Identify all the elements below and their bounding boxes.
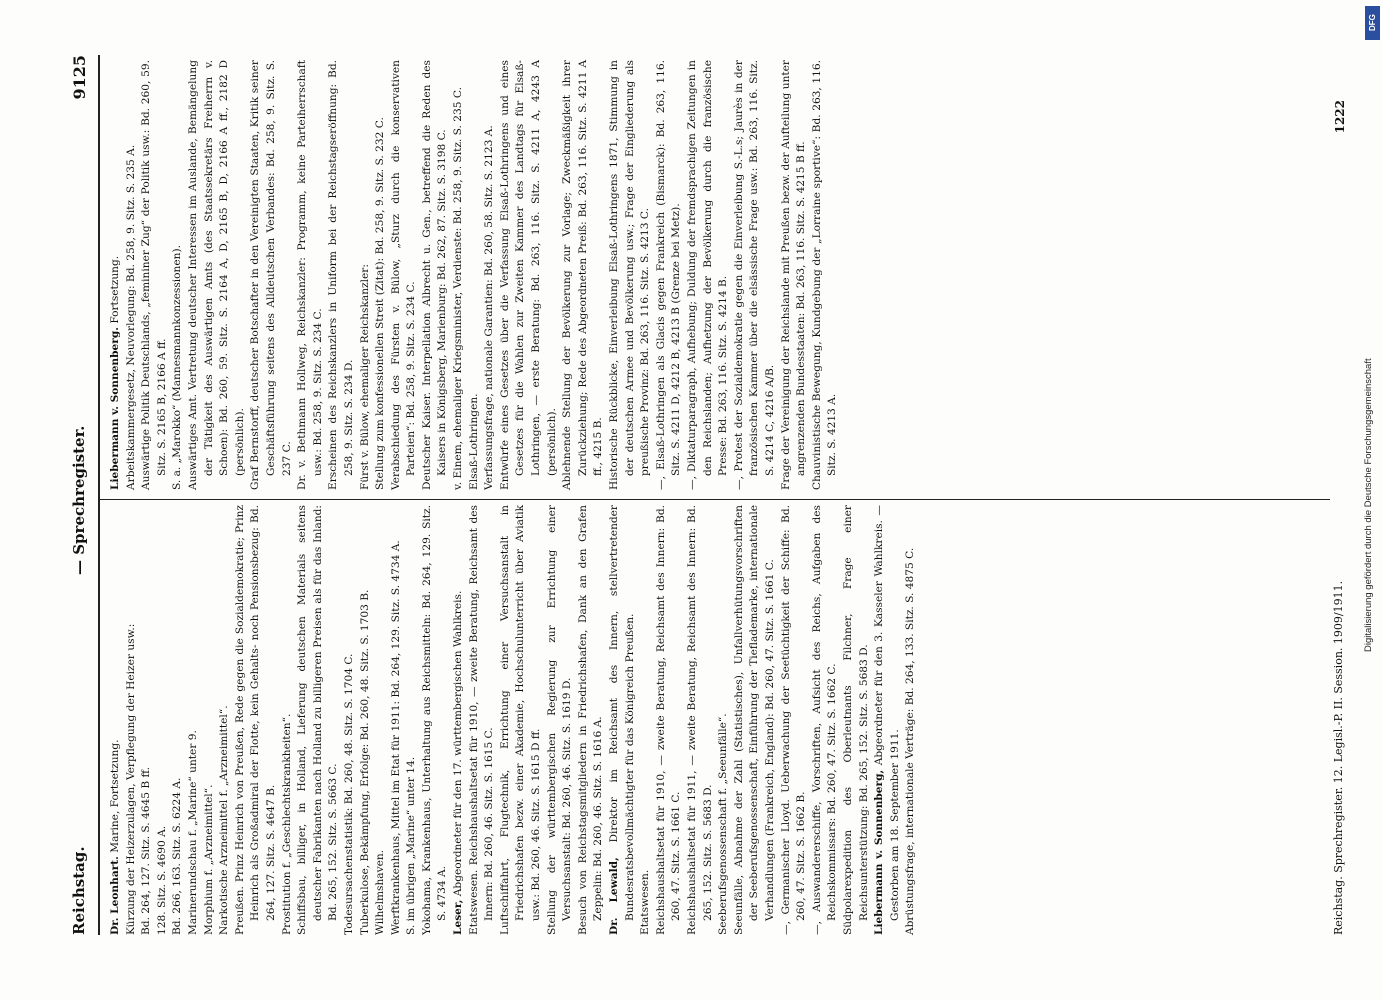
entry-text: Frage der Vereinigung der Reichslande mit Preußen bezw. der Aufteilung unter angrenzenden Bundesstaaten: Bd. 263, 116. Sitz. S. 4215 B ff. bbox=[779, 60, 808, 490]
register-entry bbox=[779, 505, 810, 935]
register-entry bbox=[872, 505, 903, 935]
entry-text: Direktor im Reichsamt des Innern, stellvertretender Bundesratsbevollmächtigter für das Königreich Preußen. bbox=[608, 504, 636, 921]
entry-text: Preußen. Prinz Heinrich von Preußen, Rede gegen die Sozialdemokratie; Prinz Heinrich als Großadmiral der Flotte, kein Gehalts- noch Pensionsbezug: Bd. 264, 127. Sitz. S. 4647 B. bbox=[233, 505, 277, 935]
register-entry bbox=[451, 505, 467, 935]
entry-text: Deutscher Kaiser. Interpellation Albrecht u. Gen., betreffend die Reden des Kaisers in Königsberg, Marienburg: Bd. 262, 87. Sitz. S. 3198 C. bbox=[420, 60, 449, 490]
register-entry bbox=[170, 505, 186, 935]
register-entry bbox=[498, 505, 545, 935]
entry-text: Seeunfälle, Abnahme der Zahl (Statistisches), Unfallverhütungsvorschriften der Seeberufsgenossenschaft, Einführung der Tieflademarke, internationale Verhandlungen (Frankreich, England): Bd. 260, 47. Sitz. S. 1661 C. bbox=[732, 505, 776, 935]
speaker-name: Liebermann v. Sonnenberg, bbox=[873, 769, 886, 935]
register-entry bbox=[139, 60, 170, 490]
entry-text: v. Einem, ehemaliger Kriegsminister, Verdienste: Bd. 258, 9. Sitz. S. 235 C. bbox=[452, 87, 465, 490]
entry-text: Narkotische Arzneimittel f. „Arzneimittel“. bbox=[218, 705, 231, 935]
register-entry bbox=[108, 505, 124, 935]
entry-text: Erscheinen des Reichskanzlers in Uniform bei der Reichstagseröffnung: Bd. 258, 9. Sitz. S. 234 D. bbox=[327, 60, 355, 490]
entry-text: Besuch von Reichstagsmitgliedern in Friedrichshafen, Dank an den Grafen Zeppelin: Bd. 260, 46. Sitz. S. 1616 A. bbox=[576, 505, 605, 935]
entry-text: 128. Sitz. S. 4690 A. bbox=[155, 825, 168, 935]
register-entry bbox=[124, 505, 140, 935]
register-entry bbox=[576, 505, 607, 935]
register-entry bbox=[358, 505, 374, 935]
entry-text: Etatswesen. Reichshaushaltsetat für 1910, — zweite Beratung, Reichsamt des Innern: Bd. 260, 46. Sitz. S. 1615 C. bbox=[467, 505, 496, 935]
entry-text: Auswärtige Politik Deutschlands, „femininer Zug“ der Politik usw.: Bd. 260, 59. Sitz. S. 2165 B, 2166 A ff. bbox=[140, 60, 168, 490]
entry-text: Wilhelmshaven. bbox=[374, 849, 387, 935]
entry-text: —, Protest der Sozialdemokratie gegen die Einverleibung S.-L.s; Jaurès in der französischen Kammer über die elsässische Frage usw.: Bd. 263, 116. Sitz. S. 4214 C, 4216 A/B. bbox=[732, 60, 776, 490]
register-entry bbox=[186, 60, 248, 490]
register-entry bbox=[420, 60, 451, 490]
left-column bbox=[108, 505, 919, 935]
running-header bbox=[70, 55, 100, 935]
register-entry bbox=[280, 505, 296, 935]
entry-text: Chauvinistische Bewegung, Kundgebung der „Lorraine sportive“: Bd. 263, 116. Sitz. S. 4213 A. bbox=[810, 60, 839, 490]
entry-text: Marine, Fortsetzung. bbox=[109, 739, 121, 853]
digitization-stamp bbox=[1362, 0, 1383, 1000]
entry-text: Bd. 264, 127. Sitz. S. 4645 B ff. bbox=[140, 766, 153, 935]
register-entry bbox=[685, 505, 716, 935]
register-entry bbox=[217, 505, 233, 935]
register-entry bbox=[233, 505, 280, 935]
entry-text: Verabschiedung des Fürsten v. Bülow, „Sturz durch die konservativen Parteien“: Bd. 258, 9. Sitz. S. 234 C. bbox=[389, 60, 418, 490]
speaker-name: Leser, bbox=[452, 899, 465, 935]
register-entry bbox=[560, 60, 607, 490]
register-entry bbox=[139, 505, 155, 935]
entry-text: Historische Rückblicke, Einverleibung Elsaß-Lothringens 1871, Stimmung in der deutschen Armee und Bevölkerung usw.; Frage der Eingliederung als preußische Provinz: Bd. 263, 116. Sitz. S. 4213 C. bbox=[608, 60, 652, 490]
entry-text: Seeberufsgenossenschaft f. „Seeunfälle“. bbox=[717, 713, 730, 935]
register-entry bbox=[654, 505, 685, 935]
entry-text: —, Germanischer Lloyd. Ueberwachung der Seetüchtigkeit der Schiffe: Bd. 260, 47. Sitz. S. 1662 B. bbox=[779, 505, 808, 935]
entry-text: Südpolarexpedition des Oberleutnants Filchner, Frage einer Reichsunterstützung: Bd. 265, 152. Sitz. S. 5683 D. bbox=[841, 505, 870, 935]
entry-text: —, Elsaß-Lothringen als Glacis gegen Frankreich (Bismarck): Bd. 263, 116. Sitz. S. 4211 D, 4212 B, 4213 B (Grenze bei Metz). bbox=[654, 60, 683, 490]
entry-text: Dr. v. Bethmann Hollweg, Reichskanzler: Programm, keine Parteiherrschaft usw.: Bd. 258, 9. Sitz. S. 234 C. bbox=[296, 60, 324, 490]
register-entry bbox=[295, 60, 326, 490]
register-entry bbox=[202, 505, 218, 935]
stamp-text: Digitalisierung gefördert durch die Deutsche Forschungsgemeinschaft bbox=[1363, 358, 1374, 652]
entry-text: Marinerundschau f. „Marine“ unter 9. bbox=[186, 730, 199, 935]
register-entry bbox=[810, 60, 841, 490]
speaker-name: Liebermann v. Sonnenberg. bbox=[109, 327, 121, 490]
entry-text: Todesursachenstatistik: Bd. 260, 48. Sitz. S. 1704 C. bbox=[342, 653, 355, 935]
register-entry bbox=[170, 60, 186, 490]
header-rule bbox=[98, 55, 100, 935]
register-entry bbox=[373, 505, 389, 935]
register-entry bbox=[467, 505, 498, 935]
rotated-register-page bbox=[20, 20, 1365, 975]
entry-text: Yokohama, Krankenhaus, Unterhaltung aus Reichsmitteln: Bd. 264, 129. Sitz. S. 4734 A. bbox=[420, 505, 449, 935]
entry-text: S. a. „Marokko“ (Mannesmannkonzessionen). bbox=[171, 245, 184, 490]
speaker-name: Dr. Leonhart. bbox=[109, 856, 121, 935]
register-entry bbox=[545, 505, 576, 935]
register-entry bbox=[732, 60, 779, 490]
entry-text: —, Auswandererschiffe, Vorschriften, Aufsicht des Reichs, Aufgaben des Reichskommissars: Bd. 260, 47. Sitz. S. 1662 C. bbox=[810, 505, 839, 935]
register-entry bbox=[685, 60, 732, 490]
register-entry bbox=[358, 60, 374, 490]
register-entry bbox=[607, 505, 638, 935]
register-entry bbox=[389, 60, 420, 490]
footer-number: 1222 bbox=[1333, 100, 1347, 134]
entry-text: Schiffsbau, billiger, in Holland, Lieferung deutschen Materials seitens deutscher Fabrikanten nach Holland zu billigeren Preisen als für das Inland: Bd. 265, 152. Sitz. S. 5663 C. bbox=[296, 505, 340, 935]
register-entry bbox=[326, 60, 357, 490]
dfg-logo: DFG bbox=[1365, 6, 1380, 40]
entry-text: Bd. 266, 163. Sitz. S. 6224 A. bbox=[171, 777, 184, 935]
register-entry bbox=[155, 505, 171, 935]
register-entry bbox=[420, 505, 451, 935]
entry-text: Fürst v. Bülow, ehemaliger Reichskanzler: bbox=[358, 264, 371, 490]
register-entry bbox=[638, 505, 654, 935]
entry-text: Verfassungsfrage, nationale Garantien: Bd. 260, 58. Sitz. S. 2123 A. bbox=[483, 125, 496, 490]
entry-text: Entwürfe eines Gesetzes über die Verfassung Elsaß-Lothringens und eines Gesetzes für die Wahlen zur Zweiten Kammer des Landtags für Elsaß-Lothringen, — erste Beratung: Bd. 263, 116. Sitz. S. 4211 A, 4243 A (persönlich). bbox=[498, 60, 558, 490]
entry-text: Werftkrankenhaus, Mittel im Etat für 1911: Bd. 264, 129. Sitz. S. 4734 A. bbox=[389, 540, 402, 935]
entry-text: Morphium f. „Arzneimittel“. bbox=[202, 784, 215, 935]
register-entry bbox=[482, 60, 498, 490]
register-entry bbox=[124, 60, 140, 490]
page-number: 9125 bbox=[70, 55, 89, 100]
entry-text: Elsaß-Lothringen. bbox=[467, 393, 480, 490]
register-entry bbox=[607, 60, 654, 490]
entry-text: Luftschiffahrt, Flugtechnik, Errichtung einer Versuchsanstalt in Friedrichshafen bezw. einer Akademie, Hochschulunterricht über Aviatik usw.: Bd. 260, 46. Sitz. S. 1615 D ff. bbox=[498, 505, 543, 935]
entry-text: Ablehnende Stellung der Bevölkerung zur Vorlage; Zweckmäßigkeit ihrer Zurückziehung; Rede des Abgeordneten Preiß: Bd. 263, 116. Sitz. S. 4211 A ff., 4215 B. bbox=[561, 60, 605, 490]
register-entry bbox=[186, 505, 202, 935]
entry-text: Reichshaushaltsetat für 1911, — zweite Beratung, Reichsamt des Innern: Bd. 265, 152. Sitz. S. 5683 D. bbox=[685, 505, 714, 935]
entry-text: Prostitution f. „Geschlechtskrankheiten“. bbox=[280, 713, 293, 935]
entry-text: Stellung der württembergischen Regierung zur Errichtung einer Versuchsanstalt: Bd. 260, 46. Sitz. S. 1619 D. bbox=[545, 505, 574, 935]
register-entry bbox=[342, 505, 358, 935]
footer-note: Reichstag. Sprechregister. 12. Legisl.-P. II. Session. 1909/1911. bbox=[1332, 580, 1345, 935]
register-entry bbox=[732, 505, 779, 935]
entry-text: Arbeitskammergesetz, Neuvorlegung: Bd. 258, 9. Sitz. S. 235 A. bbox=[124, 144, 137, 490]
register-entry bbox=[903, 505, 919, 935]
entry-text: S. im übrigen „Marine“ unter 14. bbox=[405, 756, 418, 935]
entry-text: Fortsetzung. bbox=[109, 255, 121, 324]
entry-text: Abgeordneter für den 3. Kasseler Wahlkreis. — Gestorben am 18. September 1911. bbox=[873, 505, 901, 921]
entry-text: Reichshaushaltsetat für 1910, — zweite Beratung, Reichsamt des Innern: Bd. 260, 47. Sitz. S. 1661 C. bbox=[654, 505, 683, 935]
entry-text: Kürzung der Heizerzulagen, Verpflegung der Heizer usw.: bbox=[124, 623, 137, 935]
entry-text: Auswärtiges Amt. Vertretung deutscher Interessen im Auslande, Bemängelung der Tätigkeit des Auswärtigen Amts (des Staatssekretärs Freiherrn v. Schoen): Bd. 260, 59. Sitz. S. 2164 A, D, 2165 B, D, 2166 A ff., 2182 D (persönlich). bbox=[186, 60, 246, 490]
header-title: — Sprechregister. bbox=[70, 425, 88, 575]
register-entry bbox=[716, 505, 732, 935]
entry-text: Stellung zum konfessionellen Streit (Zitat): Bd. 258, 9. Sitz. S. 232 C. bbox=[374, 117, 387, 490]
register-entry bbox=[467, 60, 483, 490]
register-entry bbox=[498, 60, 560, 490]
entry-text: Graf Bernstorff, deutscher Botschafter in den Vereinigten Staaten, Kritik seiner Geschäftsführung seitens des Alldeutschen Verbandes: Bd. 258, 9. Sitz. S. 237 C. bbox=[249, 60, 293, 490]
header-left: Reichstag. bbox=[70, 846, 88, 935]
register-entry bbox=[108, 60, 124, 490]
register-entry bbox=[248, 60, 295, 490]
entry-text: Abgeordneter für den 17. württembergischen Wahlkreis. bbox=[452, 590, 465, 897]
entry-text: Abrüstungsfrage, internationale Verträge: Bd. 264, 133. Sitz. S. 4875 C. bbox=[904, 547, 917, 935]
register-entry bbox=[841, 505, 872, 935]
register-entry bbox=[373, 60, 389, 490]
register-entry bbox=[295, 505, 342, 935]
register-entry bbox=[654, 60, 685, 490]
entry-text: —, Diktaturparagraph, Aufhebung; Duldung der fremdsprachigen Zeitungen in den Reichslanden; Aufhetzung der Bevölkerung durch die französische Presse: Bd. 263, 116. Sitz. S. 4214 B. bbox=[685, 60, 730, 490]
speaker-name: Dr. Lewald, bbox=[608, 857, 620, 935]
register-entry bbox=[451, 60, 467, 490]
register-entry bbox=[810, 505, 841, 935]
register-entry bbox=[779, 60, 810, 490]
column-divider bbox=[100, 499, 1330, 500]
entry-text: Etatswesen. bbox=[639, 869, 652, 935]
entry-text: Tuberkulose, Bekämpfung, Erfolge: Bd. 260, 48. Sitz. S. 1703 B. bbox=[358, 589, 371, 935]
register-entry bbox=[389, 505, 405, 935]
right-column bbox=[108, 60, 841, 490]
register-entry bbox=[404, 505, 420, 935]
